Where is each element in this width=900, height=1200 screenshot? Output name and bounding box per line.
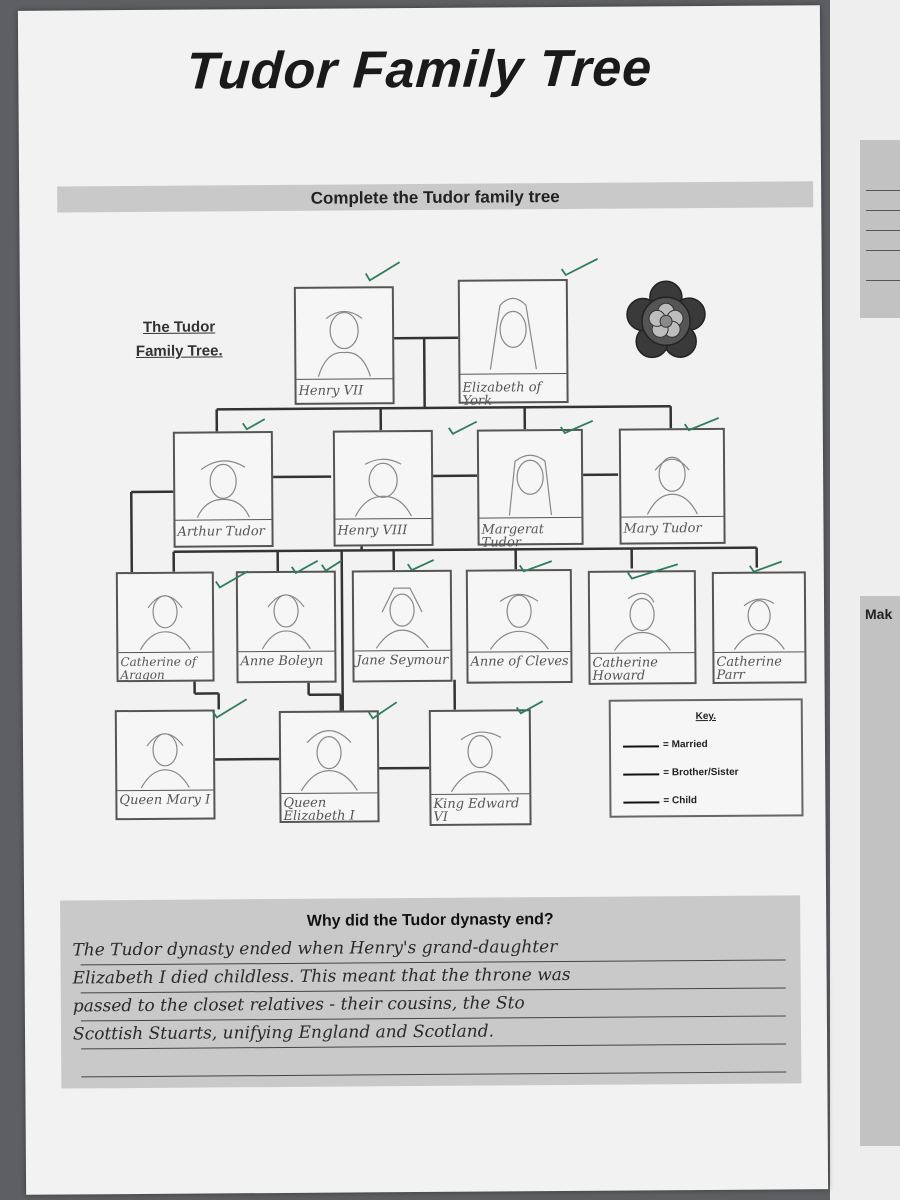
check-icon bbox=[520, 561, 552, 571]
name-king-edward-vi: King Edward VI bbox=[433, 796, 520, 825]
name-henry-vii: Henry VII bbox=[298, 383, 364, 399]
key-child: = Child bbox=[663, 795, 698, 807]
check-icon bbox=[517, 701, 543, 713]
instruction-text: Complete the Tudor family tree bbox=[310, 187, 560, 208]
key-box bbox=[609, 698, 804, 817]
name-catherine-howard: Catherine Howard bbox=[592, 655, 658, 684]
name-mary-tudor: Mary Tudor bbox=[623, 521, 702, 537]
answer-line-4: Scottish Stuarts, unifying England and Scotland. bbox=[72, 1021, 495, 1045]
name-queen-mary-i: Queen Mary I bbox=[119, 792, 211, 809]
check-icon bbox=[213, 699, 247, 717]
adjacent-page-box-bottom bbox=[860, 596, 900, 1146]
check-icon bbox=[685, 418, 719, 430]
check-icon bbox=[561, 421, 593, 433]
name-queen-elizabeth-i: Queen Elizabeth I bbox=[283, 795, 355, 824]
key-title: Key. bbox=[695, 710, 717, 723]
answer-line-1: The Tudor dynasty ended when Henry's grand-daughter bbox=[72, 937, 558, 961]
check-icon bbox=[292, 561, 318, 573]
check-icon bbox=[322, 561, 342, 571]
tree-label: The Tudor Family Tree. bbox=[135, 318, 223, 360]
name-anne-of-cleves: Anne of Cleves bbox=[470, 653, 569, 670]
answer-line-3: passed to the closet relatives - their cousins, the Sto bbox=[72, 993, 525, 1017]
key-sibling: = Brother/Sister bbox=[663, 766, 739, 779]
adjacent-page bbox=[830, 0, 900, 1200]
name-elizabeth-of-york: Elizabeth of York bbox=[462, 380, 542, 409]
check-icon bbox=[628, 564, 678, 578]
check-icon bbox=[243, 419, 265, 429]
check-icon bbox=[449, 422, 477, 434]
name-margaret-tudor: Margerat Tudor bbox=[481, 522, 545, 551]
name-arthur-tudor: Arthur Tudor bbox=[177, 524, 265, 540]
worksheet-page bbox=[18, 5, 828, 1195]
check-icon bbox=[408, 560, 434, 570]
adjacent-page-heading: Mak bbox=[865, 606, 893, 622]
page-title: Tudor Family Tree bbox=[184, 39, 655, 101]
check-icon bbox=[562, 259, 598, 275]
answer-box bbox=[60, 895, 801, 1088]
key-married: = Married bbox=[662, 739, 708, 751]
check-icon bbox=[369, 702, 397, 718]
check-icon bbox=[216, 571, 248, 587]
question-prompt: Why did the Tudor dynasty end? bbox=[306, 911, 554, 930]
name-henry-viii: Henry VIII bbox=[337, 523, 408, 539]
name-catherine-of-aragon: Catherine of Aragon bbox=[120, 654, 197, 683]
name-anne-boleyn: Anne Boleyn bbox=[240, 653, 324, 670]
adjacent-page-box-top bbox=[860, 140, 900, 318]
check-icon bbox=[366, 262, 400, 280]
check-icon bbox=[750, 561, 782, 571]
answer-line-2: Elizabeth I died childless. This meant that the throne was bbox=[72, 964, 571, 989]
name-catherine-parr: Catherine Parr bbox=[716, 654, 782, 683]
name-jane-seymour: Jane Seymour bbox=[356, 652, 449, 669]
